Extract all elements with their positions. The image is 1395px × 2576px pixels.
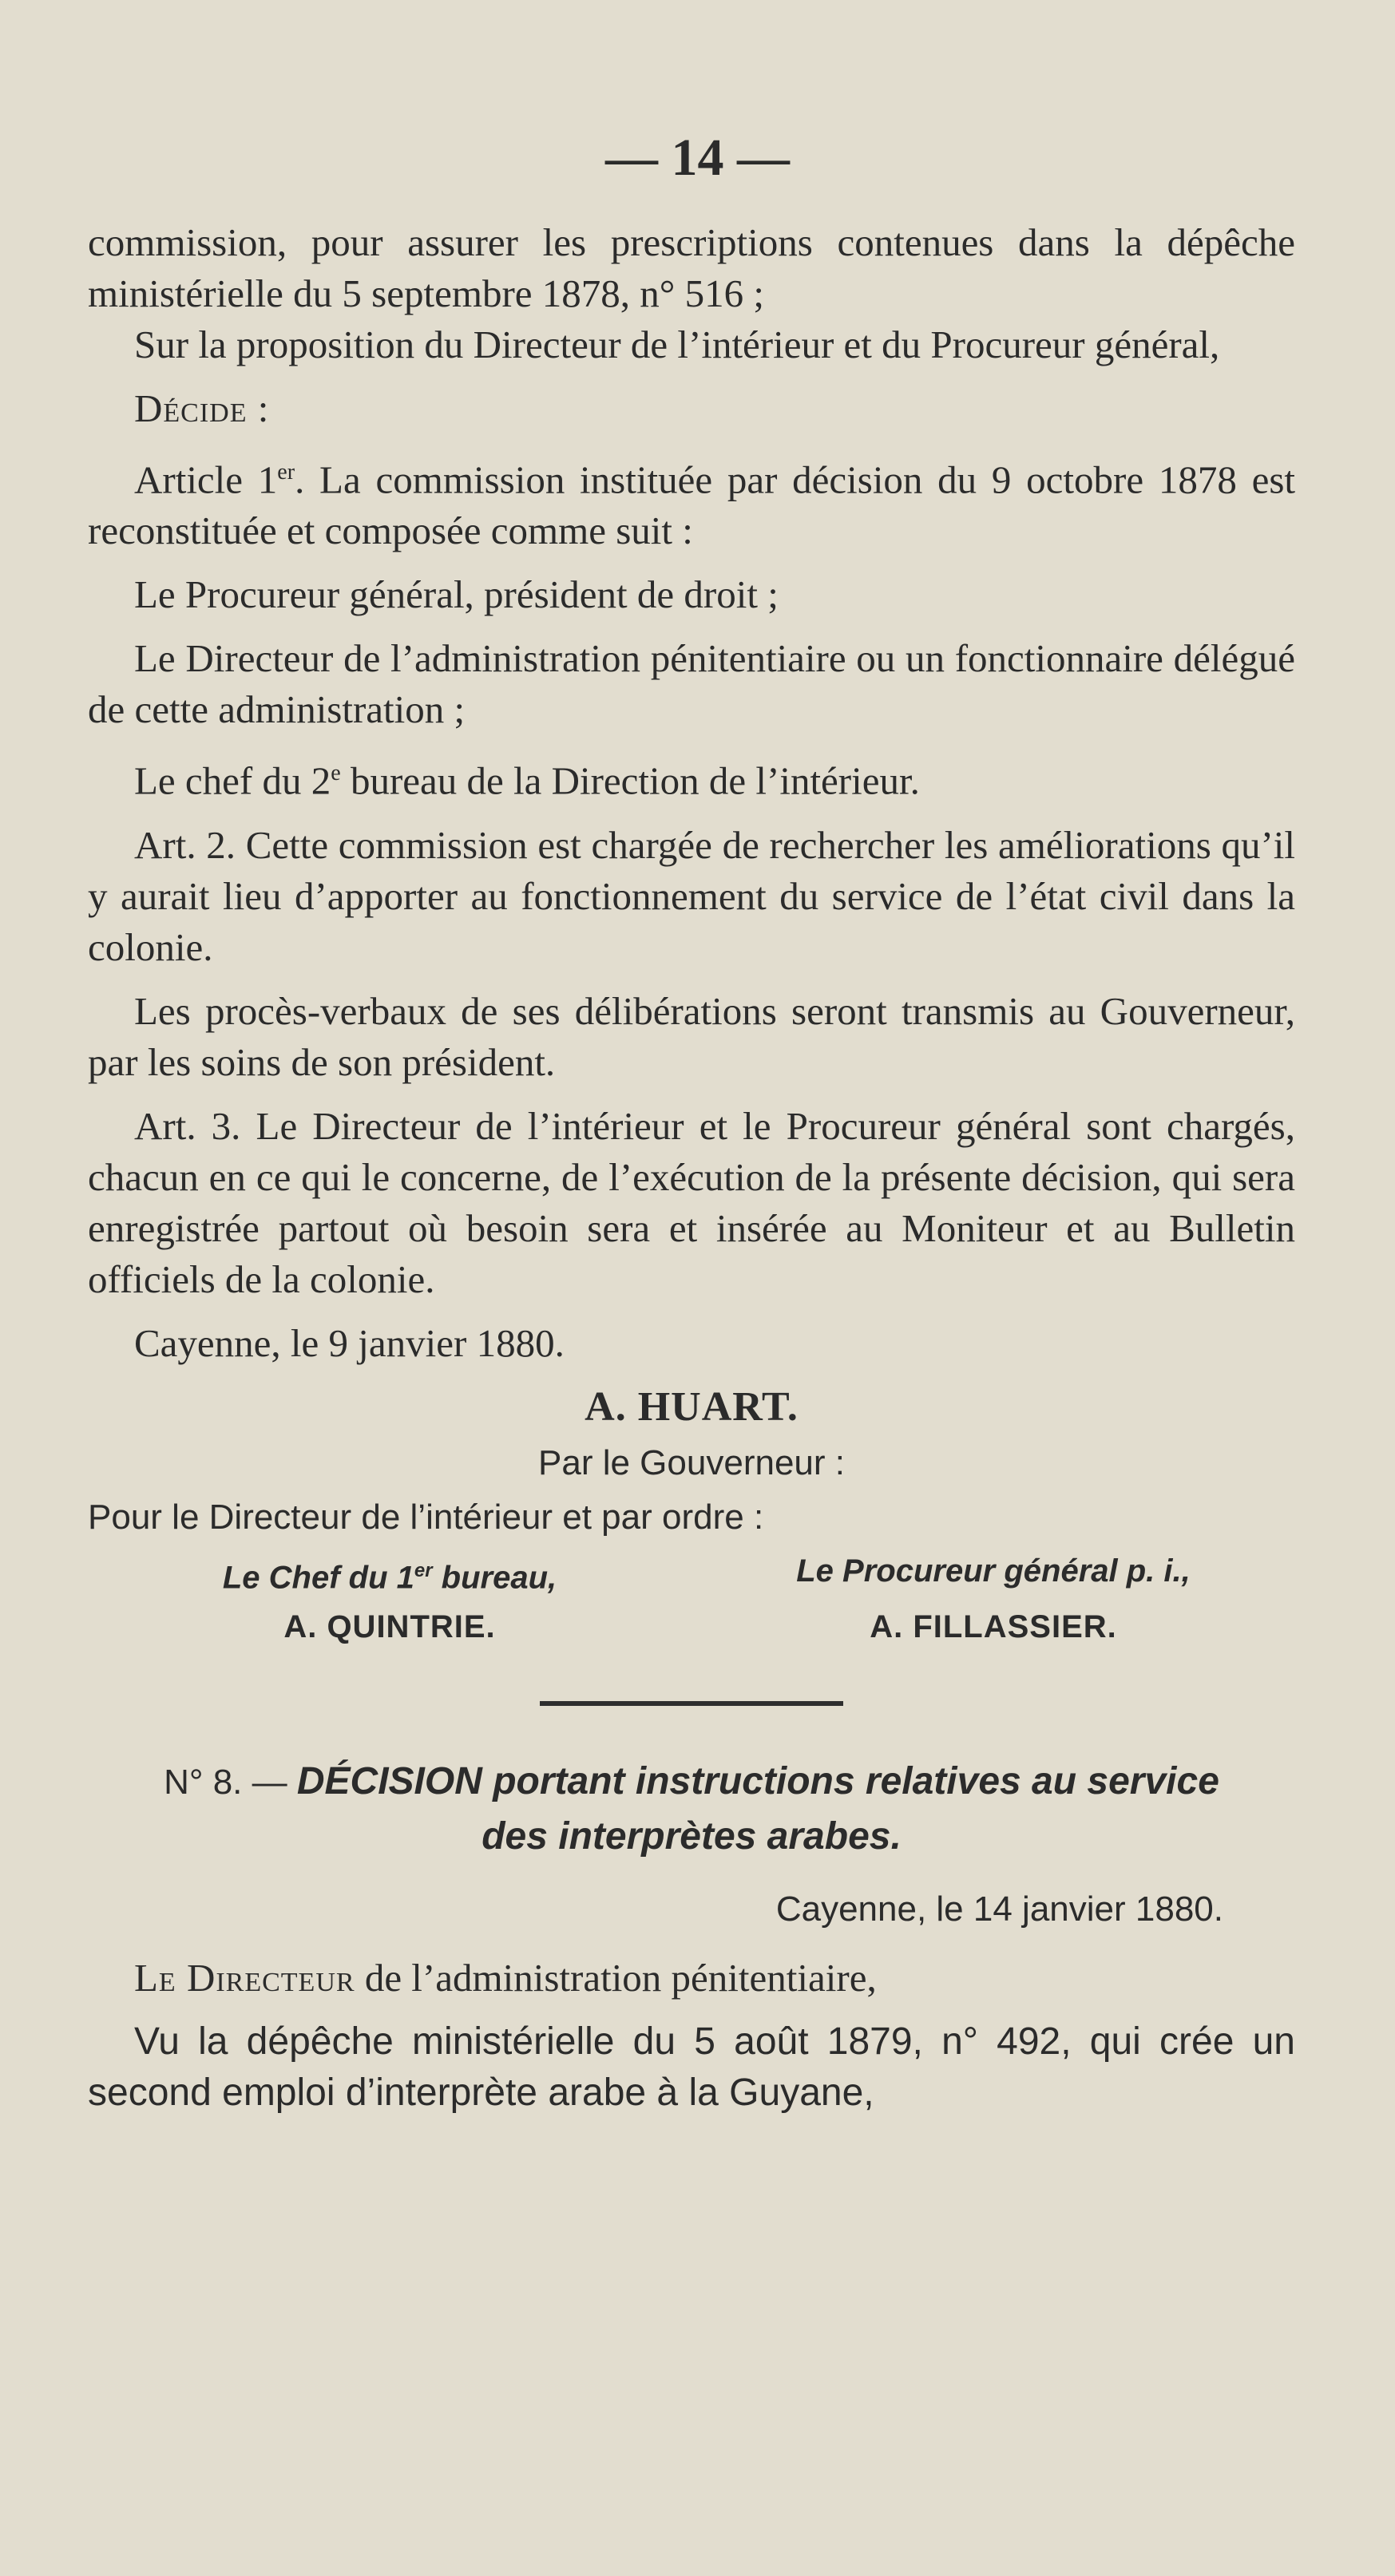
pour-le-directeur: Pour le Directeur de l’intérieur et par ordre : (88, 1497, 764, 1537)
body-text (88, 217, 1295, 2119)
paragraph-proposition: Sur la proposition du Directeur de l’intérieur et du Procureur général, (134, 322, 1220, 366)
left-title-sup: er (414, 1559, 433, 1581)
article-3: Art. 3. Le Directeur de l’intérieur et le Procureur général sont chargés, chacun en ce qui le concerne, de l’exécution de la présente décision, qui sera enregistrée partout où besoin sera et insérée au Moniteur et au Bulletin officiels de la colonie. (88, 1103, 1295, 1301)
decide-heading: Décide : (134, 386, 270, 430)
member-chef-label: Le chef du 2 (134, 758, 331, 803)
section-title (88, 1754, 1295, 1863)
article-1-sup: er (277, 460, 295, 485)
directeur-small-caps: Le Directeur (134, 1955, 355, 2000)
left-signatory-title (88, 1546, 692, 1602)
section-divider (540, 1701, 843, 1706)
paragraph-proces-verbaux: Les procès-verbaux de ses délibérations seront transmis au Gouverneur, par les soins de son président. (88, 988, 1295, 1084)
article-2: Art. 2. Cette commission est chargée de rechercher les améliorations qu’il y aurait lieu d’apporter au fonctionnement du service de l’état civil dans la colonie. (88, 822, 1295, 969)
left-signatory-name: A. QUINTRIE. (283, 1609, 496, 1644)
article-1-text: . La commission instituée par décision du 9 octobre 1878 est reconstituée et composée comme suit : (88, 457, 1296, 553)
member-chef (88, 748, 1295, 806)
governor-signature: A. HUART. (585, 1383, 799, 1430)
left-title-text: Le Chef du 1 (222, 1559, 414, 1595)
vu-paragraph: Vu la dépêche ministérielle du 5 août 1879, n° 492, qui crée un second emploi d’interprète arabe à la Guyane, (88, 2020, 1295, 2114)
right-signatory-title: Le Procureur général p. i., (796, 1553, 1191, 1589)
member-chef-text: bureau de la Direction de l’intérieur. (340, 758, 920, 803)
article-1 (88, 447, 1295, 556)
signature-titles-row (88, 1546, 1295, 1602)
directeur-line (88, 1953, 1295, 2004)
left-title-end: bureau, (432, 1559, 557, 1595)
member-directeur: Le Directeur de l’administration pénitentiaire ou un fonctionnaire délégué de cette administration ; (88, 636, 1295, 732)
article-1-label: Article 1 (134, 457, 278, 502)
signature-names-row (88, 1602, 1295, 1652)
date-line: Cayenne, le 9 janvier 1880. (134, 1320, 565, 1365)
paragraph-commission: commission, pour assurer les prescriptions contenues dans la dépêche ministérielle du 5 septembre 1878, n° 516 ; (88, 220, 1295, 315)
right-signatory-name: A. FILLASSIER. (870, 1609, 1117, 1644)
par-le-gouverneur: Par le Gouverneur : (538, 1442, 845, 1482)
member-chef-sup: e (331, 761, 341, 786)
page-number: — 14 — (605, 129, 790, 187)
section-title-text: DÉCISION portant instructions relatives au service des interprètes arabes. (296, 1759, 1219, 1858)
directeur-rest: de l’administration pénitentiaire, (355, 1955, 877, 2000)
member-procureur: Le Procureur général, président de droit ; (134, 572, 779, 617)
section-date: Cayenne, le 14 janvier 1880. (775, 1889, 1223, 1929)
section-number: N° 8. — (164, 1762, 297, 1802)
